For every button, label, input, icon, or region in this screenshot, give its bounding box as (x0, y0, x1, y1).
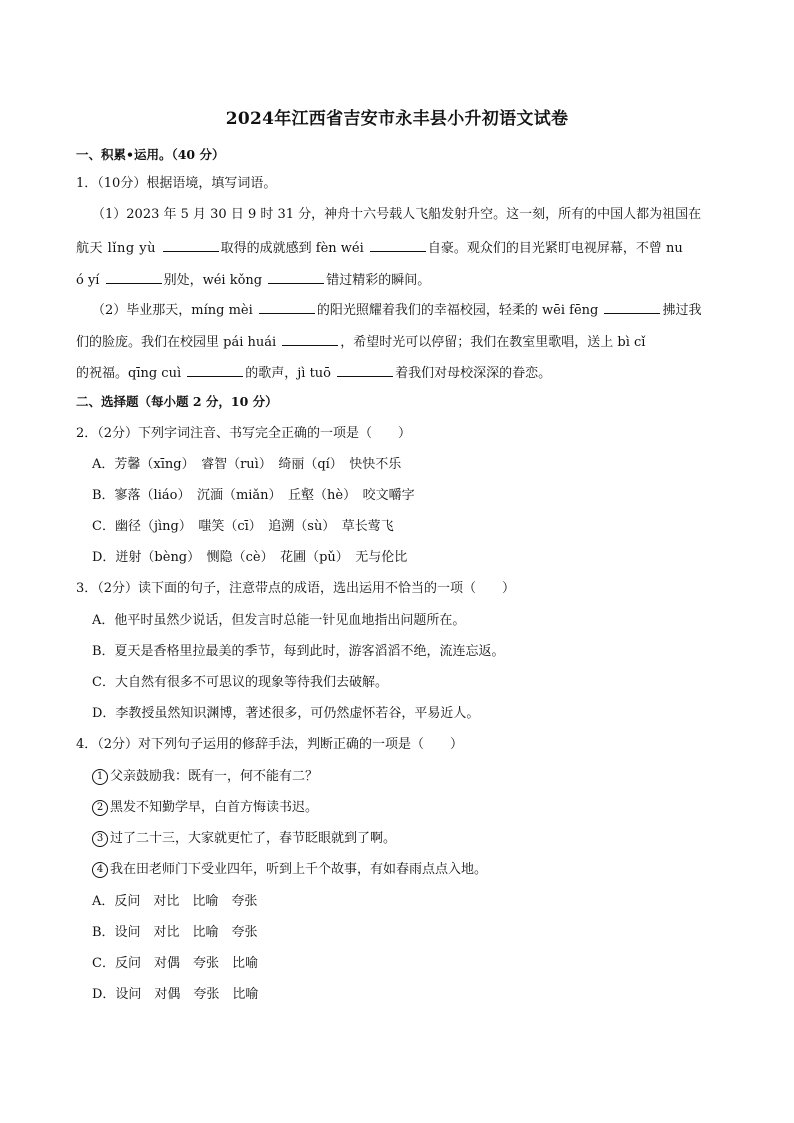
answer-blank[interactable] (187, 363, 243, 377)
text-segment: 错过精彩的瞬间。 (326, 273, 431, 288)
answer-blank[interactable] (370, 238, 426, 252)
question-2-option-b[interactable]: B．寥落（liáo） 沉湎（miǎn） 丘壑（hè） 咬文嚼字 (92, 488, 415, 503)
answer-blank[interactable] (604, 300, 660, 314)
question-1-stem: 1．（10分）根据语境，填写词语。 (76, 176, 277, 191)
question-3-option-c[interactable]: C．大自然有很多不可思议的现象等待我们去破解。 (92, 675, 388, 690)
sentence-text: 父亲鼓励我：既有一，何不能有二？ (110, 769, 319, 784)
question-1-part2-line1 (92, 300, 702, 320)
question-4-option-d[interactable]: D．设问 对偶 夸张 比喻 (92, 987, 259, 1002)
answer-blank[interactable] (259, 300, 315, 314)
question-1-part2-line2 (76, 332, 645, 352)
question-3-option-a[interactable]: A．他平时虽然少说话，但发言时总能一针见血地指出问题所在。 (92, 613, 466, 628)
answer-blank[interactable] (268, 270, 324, 284)
sentence-text: 过了二十三，大家就更忙了，春节眨眼就到了啊。 (110, 831, 397, 846)
sentence-text: 黑发不知勤学早，白首方悔读书迟。 (110, 800, 319, 815)
circled-number: 4 (92, 862, 108, 878)
answer-blank[interactable] (282, 332, 338, 346)
text-segment: 航天 lǐng yù (76, 241, 161, 256)
sentence-text: 我在田老师门下受业四年，听到上千个故事，有如春雨点点入地。 (110, 862, 488, 877)
question-1-part1-line2 (76, 238, 683, 258)
question-4-option-b[interactable]: B．设问 对比 比喻 夸张 (92, 925, 258, 940)
question-1-part2-line3 (76, 363, 551, 383)
question-3-stem: 3．（2分）读下面的句子，注意带点的成语，选出运用不恰当的一项（ ） (76, 581, 516, 596)
text-segment: 的阳光照耀着我们的幸福校园，轻柔的 wēi fēng (316, 303, 603, 318)
question-4-stem: 4．（2分）对下列句子运用的修辞手法，判断正确的一项是（ ） (76, 737, 464, 752)
question-2-stem: 2．（2分）下列字词注音、书写完全正确的一项是（ ） (76, 426, 412, 441)
text-segment: ó yí (76, 273, 104, 288)
question-4-sentence-1 (92, 768, 318, 786)
text-segment: 的歌声，jì tuō (245, 366, 336, 381)
question-4-sentence-3 (92, 830, 396, 848)
circled-number: 1 (92, 769, 108, 785)
question-4-option-a[interactable]: A．反问 对比 比喻 夸张 (92, 894, 258, 909)
question-1-part1-line3 (76, 270, 430, 290)
question-2-option-c[interactable]: C．幽径（jìng） 嗤笑（cī） 追溯（sù） 草长莺飞 (92, 519, 394, 534)
circled-number: 2 (92, 800, 108, 816)
page-title: 2024年江西省吉安市永丰县小升初语文试卷 (225, 109, 569, 129)
text-segment: 别处，wéi kǒng (163, 273, 267, 288)
question-3-option-d[interactable]: D．李教授虽然知识渊博，著述很多，可仍然虚怀若谷，平易近人。 (92, 706, 480, 721)
text-segment: 的祝福。qīng cuì (76, 366, 186, 381)
text-segment: （2）毕业那天，míng mèi (92, 303, 257, 318)
question-4-sentence-4 (92, 861, 487, 879)
circled-number: 3 (92, 831, 108, 847)
section-heading-1: 一、积累•运用。（40 分） (76, 147, 225, 162)
question-4-option-c[interactable]: C．反问 对偶 夸张 比喻 (92, 956, 258, 971)
text-segment: 们的脸庞。我们在校园里 pái huái (76, 335, 281, 350)
text-segment: 着我们对母校深深的眷恋。 (395, 366, 552, 381)
text-segment: 拂过我 (662, 303, 702, 318)
answer-blank[interactable] (163, 238, 219, 252)
answer-blank[interactable] (337, 363, 393, 377)
text-segment: 自豪。观众们的目光紧盯电视屏幕，不曾 nu (427, 241, 683, 256)
question-3-option-b[interactable]: B．夏天是香格里拉最美的季节，每到此时，游客滔滔不绝，流连忘返。 (92, 644, 505, 659)
text-segment: 取得的成就感到 fèn wéi (220, 241, 368, 256)
text-segment: ，希望时光可以停留；我们在教室里歌唱，送上 bì cǐ (340, 335, 646, 350)
answer-blank[interactable] (106, 270, 162, 284)
question-4-sentence-2 (92, 799, 318, 817)
section-heading-2: 二、选择题（每小题 2 分，10 分） (76, 394, 278, 409)
question-2-option-d[interactable]: D．迸射（bèng） 恻隐（cè） 花圃（pǔ） 无与伦比 (92, 550, 408, 565)
question-2-option-a[interactable]: A．芳馨（xīng） 睿智（ruì） 绮丽（qí） 快快不乐 (92, 457, 402, 472)
question-1-part1-line1: （1）2023 年 5 月 30 日 9 时 31 分，神舟十六号载人飞船发射升空。这一刻，所有的中国人都为祖国在 (92, 207, 702, 222)
